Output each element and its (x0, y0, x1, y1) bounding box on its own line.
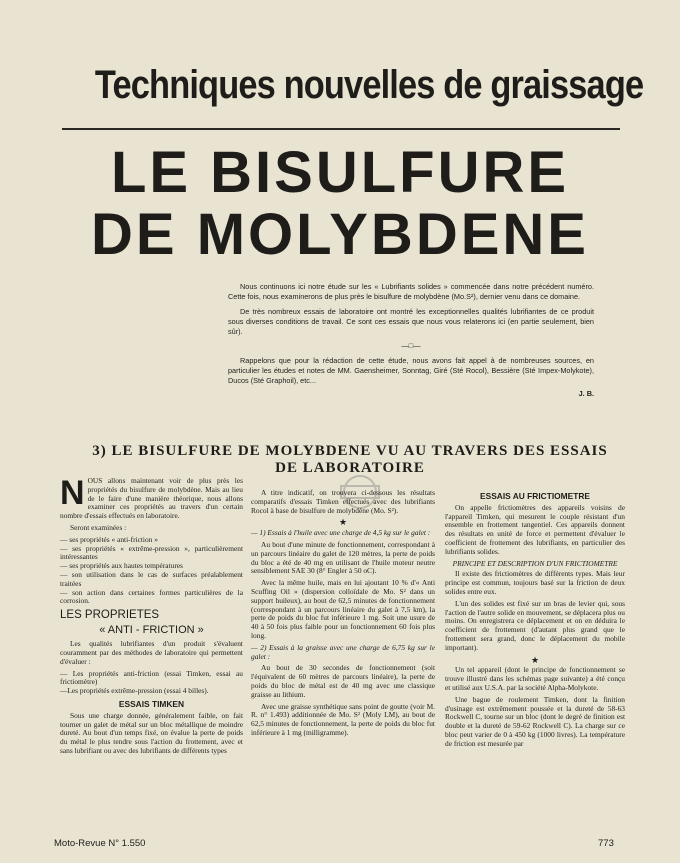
col2-paragraph-1: A titre indicatif, on trouvera ci-dessous les résultats comparatifs d'essais Timken effectués avec des lubrifiants Rocol à base de bisulfure de molybdène (Mo. S²). (251, 488, 435, 515)
col1-paragraph-4: Sous une charge donnée, généralement faible, on fait tourner un galet de métal sur un bloc métallique de moindre dureté. Au bout d'un temps fixé, on évalue la perte de poids du métal le plus tendre sous l'action du frottement, avec et sans lubrifiant ou avec des lubrifiants de différents types (60, 710, 243, 755)
col1-list-item: — Les propriétés anti-friction (essai Timken, essai au frictiomètre) (60, 668, 243, 687)
column-3 (445, 492, 625, 752)
section-heading: 3) LE BISULFURE DE MOLYBDENE VU AU TRAVERS DES ESSAIS DE LABORATOIRE (92, 443, 608, 476)
col3-paragraph-3: L'un des solides est fixé sur un bras de levier qui, sous l'action de l'autre solide en mouvement, se déplacera plus ou moins. On enregistrera ce déplacement et on en déduira le coefficient de frottement (d'autant plus grand que le frottement sera grand, donc le déplacement du mobile important). (445, 598, 625, 652)
title-rule (62, 128, 620, 130)
col3-paragraph-4: Un tel appareil (dont le principe de fonctionnement se trouve illustré dans les schémas page suivante) a été conçu et utilisé aux U.S.A. par la société Alpha-Molykote. (445, 665, 625, 692)
dropcap: N (60, 474, 85, 512)
col3-paragraph-5: Une bague de roulement Timken, dont la finition d'usinage est extrêmement poussée et la dureté de 58-63 Rockwell C, tourne sur un bloc (dont le degré de finition est double et la dureté de 59-62 Rockwell C). La charge sur ce bloc peut varier de 0 à 450 kg (1000 livres). La température de friction est mesurée par (445, 694, 625, 748)
intro-signature: J. B. (578, 388, 594, 398)
column-1 (60, 474, 243, 759)
footer-page-number: 773 (598, 838, 614, 849)
heading-principe: PRINCIPE ET DESCRIPTION D'UN FRICTIOMETRE (452, 558, 618, 568)
col2-paragraph-3: Avec la même huile, mais en lui ajoutant 10 % d'« Anti Scuffing Oil » (dispersion colloïdale de Mo. S² dans un support huileux), au bout de 62,5 minutes de fonctionnement (correspondant à un parcours linéaire du galet à 7,5 km), la perte de poids du bloc fut inférieure 1 mg. Soit une usure de 40 à 50 fois plus faible pour un fonctionnement 60 fois plus long. (251, 578, 435, 640)
intro-paragraph-3: Rappelons que pour la rédaction de cette étude, nous avons fait appel à de nombreuses sources, en particulier les études et notes de MM. Gaensheimer, Sonntag, Giré (Sté Rocol), Bessière (Sté Impex-Molykote), Ducos (Sté Graphoil), etc... (228, 355, 594, 386)
col1-list-item: — ses propriétés « extrême-pression », particulièrement intéressantes (60, 543, 243, 562)
col2-subheading-1: — 1) Essais à l'huile avec une charge de 4,5 kg sur le galet : (251, 528, 431, 538)
col1-p1-text: OUS allons maintenant voir de plus près les propriétés du bisulfure de molybdène. Mais au lieu de le faire d'une manière théorique, nous allons examiner ces propriétés au travers d'un certain nombre d'essais effectués en laboratoire. (60, 476, 243, 521)
col1-paragraph-2: Seront examinées : (70, 522, 127, 532)
intro-block (228, 282, 594, 399)
heading-proprietes: LES PROPRIETES (60, 609, 160, 622)
intro-separator: —□— (401, 341, 421, 351)
heading-anti-friction: « ANTI - FRICTION » (99, 624, 204, 637)
col2-paragraph-5: Avec une graisse synthétique sans point de goutte (voir M. R. n° 1.493) additionnée de Mo. S² (Moly LM), au bout de 62,5 minutes de fonctionnement, la perte de poids du bloc fut inférieure à 1 mg (milligramme). (251, 701, 435, 737)
col3-paragraph-2: Il existe des frictiomètres de différents types. Mais leur principe est commun, toujours basé sur la friction de deux solides entre eux. (445, 569, 625, 596)
footer-magazine-issue: Moto-Revue N° 1.550 (54, 838, 146, 849)
intro-paragraph-2: De très nombreux essais de laboratoire ont montré les exceptionnelles qualités lubrifiantes de ce produit sous diverses conditions de travail. Ce sont ces essais que nous vous relaterons ici (en partie seulement, bien sûr). (228, 306, 594, 337)
col2-paragraph-2: Au bout d'une minute de fonctionnement, correspondant à un parcours linéaire du galet de 120 mètres, la perte de poids du bloc a été de 40 mg en utilisant de l'huile moteur neutre sensiblement SAE 30 (8° Engler à 50 oC). (251, 539, 435, 576)
supertitle: Techniques nouvelles de graissage (94, 63, 644, 107)
col1-list-item: —Les propriétés extrême-pression (essai 4 billes). (60, 686, 209, 696)
col1-list-item: — son utilisation dans le cas de surfaces préalablement traitées (60, 569, 243, 588)
col1-list-item: — ses propriétés « anti-friction » (60, 534, 158, 544)
col1-list-item: — son action dans certaines formes particulières de la corrosion. (60, 587, 243, 606)
heading-essais-timken: ESSAIS TIMKEN (118, 698, 185, 709)
col2-paragraph-4: Au bout de 30 secondes de fonctionnement (soit l'équivalent de 60 mètres de parcours linéaire), la perte de poids du bloc de métal est de 40 mg avec une classique graisse au lithium. (251, 663, 435, 699)
star-divider: ★ (338, 517, 348, 528)
column-2 (251, 489, 435, 741)
heading-frictiometre: ESSAIS AU FRICTIOMETRE (480, 491, 590, 501)
col1-paragraph-1 (60, 474, 243, 521)
col3-paragraph-1: On appelle frictiomètres des appareils voisins de l'appareil Timken, qui mesurent le couple résistant d'un ensemble en frottement tangentiel. Ces appareils donnent des résultats en unité de force et permettent d'évaluer le coefficient de frottement des lubrifiants, en particulier des lubrifiants solides. (445, 502, 625, 556)
col2-subheading-2: — 2) Essais à la graisse avec une charge de 6,75 kg sur le galet : (251, 642, 435, 661)
star-divider: ★ (530, 654, 540, 665)
main-title-line1: LE BISULFURE (110, 140, 570, 205)
col1-list-item: — ses propriétés aux hautes températures (60, 561, 183, 571)
main-title-line2: DE MOLYBDENE (91, 202, 589, 267)
intro-paragraph-1: Nous continuons ici notre étude sur les « Lubrifiants solides » commencée dans notre précédent numéro. Cette fois, nous examinerons de plus près le bisulfure de molybdène (Mo.S²), dernier venu dans ce domaine. (228, 282, 594, 302)
col1-paragraph-3: Les qualités lubrifiantes d'un produit s'évaluent couramment par des méthodes de laboratoire qui permettent d'évaluer : (60, 639, 243, 666)
